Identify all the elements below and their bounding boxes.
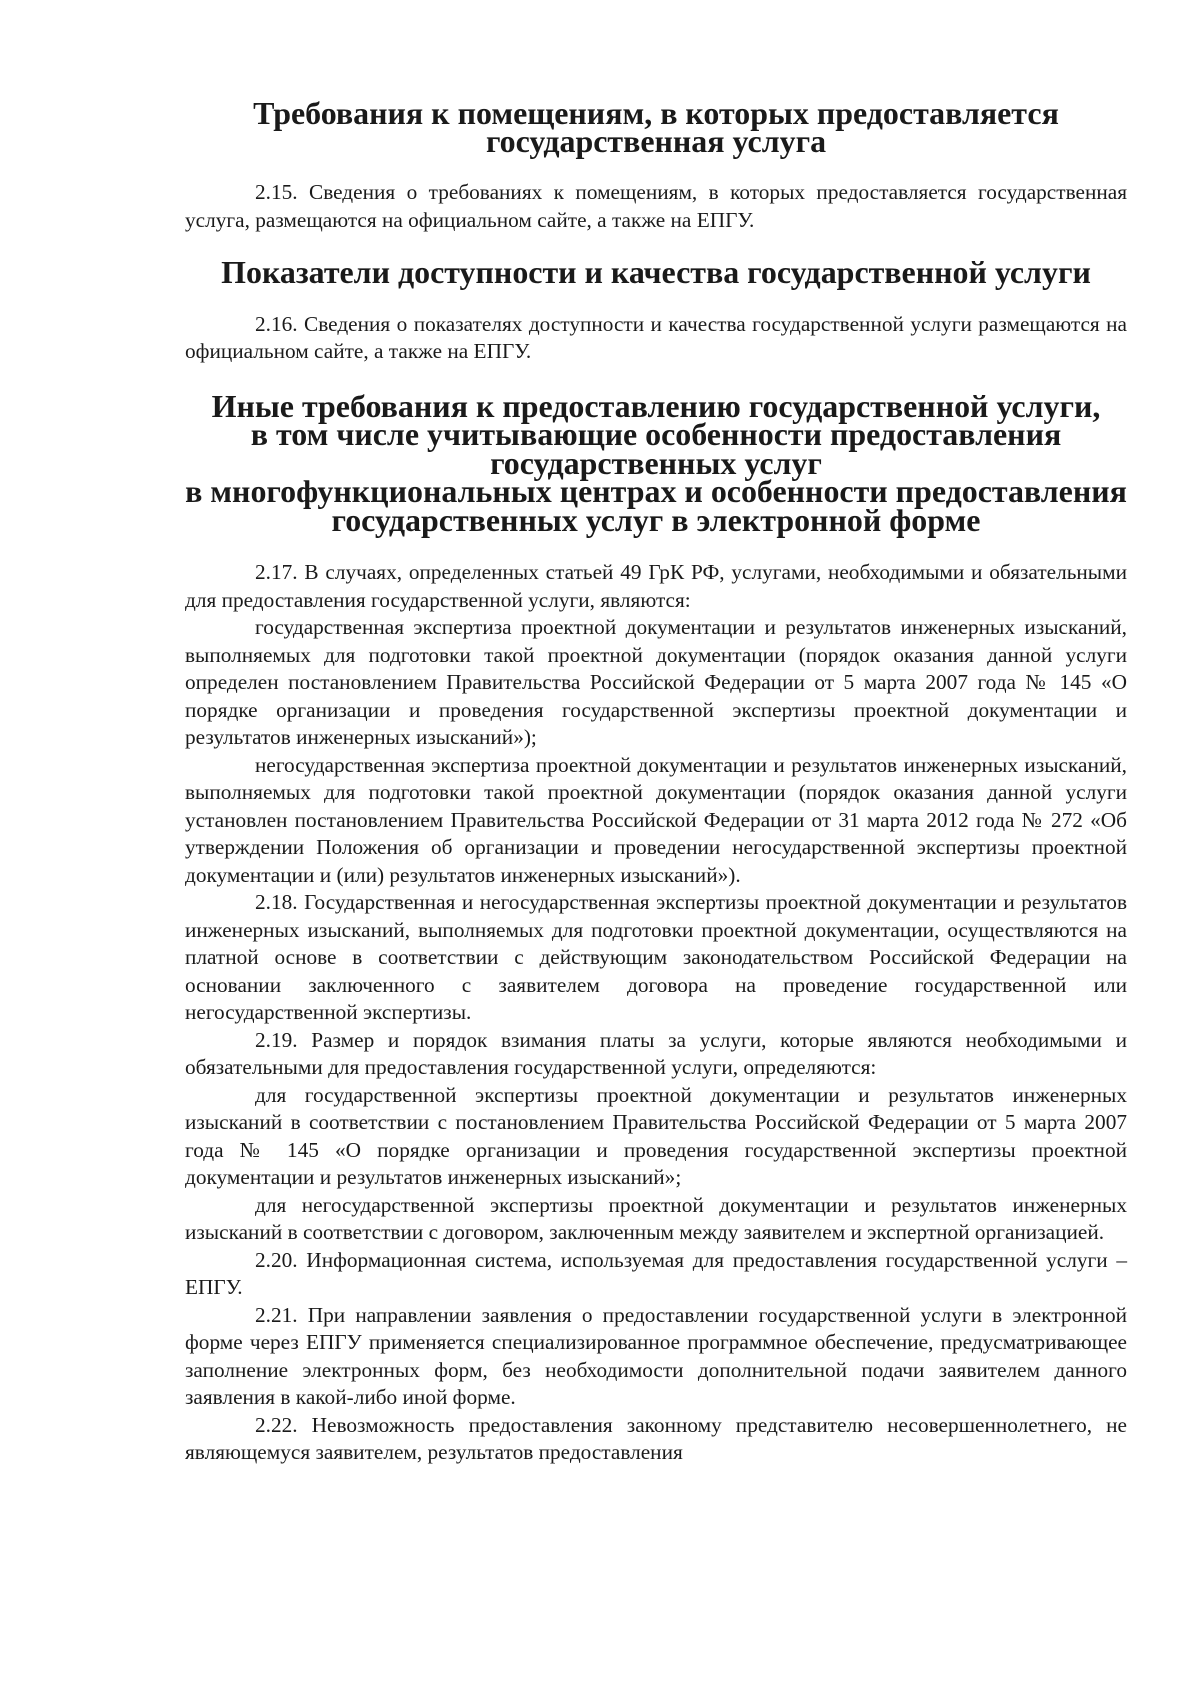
heading-other-line-3: в многофункциональных центрах и особенности предоставления <box>185 474 1127 509</box>
paragraph-2-15: 2.15. Сведения о требованиях к помещениям, в которых предоставляется государственная услуга, размещаются на официальном сайте, а также на ЕПГУ. <box>185 180 1127 232</box>
paragraph-2-20: 2.20. Информационная система, используемая для предоставления государственной услуги – ЕПГУ. <box>185 1247 1127 1299</box>
paragraph-2-22: 2.22. Невозможность предоставления законному представителю несовершеннолетнего, не являющемуся заявителем, результатов предоставления <box>185 1412 1127 1464</box>
heading-other-line-2: в том числе учитывающие особенности предоставления государственных услуг <box>250 417 1062 481</box>
paragraph-2-19-state-expertise: для государственной экспертизы проектной документации и результатов инженерных изысканий в соответствии с постановлением Правительства Российской Федерации от 5 марта 2007 года № 145 «О порядке организации и проведения государственной экспертизы проектной документации и результатов инженерных изысканий»; <box>185 1082 1127 1189</box>
heading-other-requirements <box>185 388 1127 538</box>
heading-other-line-4: государственных услуг в электронной форме <box>331 502 981 538</box>
heading-other-line-1: Иные требования к предоставлению государственной услуги, <box>211 388 1101 424</box>
heading-premises-requirements: Требования к помещениям, в которых предоставляется государственная услуга <box>253 96 1059 159</box>
paragraph-2-21: 2.21. При направлении заявления о предоставлении государственной услуги в электронной форме через ЕПГУ применяется специализированное программное обеспечение, предусматривающее заполнение электронных форм, без необходимости дополнительной подачи заявителем данного заявления в какой-либо иной форме. <box>185 1302 1127 1409</box>
paragraph-2-16: 2.16. Сведения о показателях доступности и качества государственной услуги размещаются на официальном сайте, а также на ЕПГУ. <box>185 311 1127 363</box>
paragraph-2-19-nonstate-expertise: для негосударственной экспертизы проектной документации и результатов инженерных изысканий в соответствии с договором, заключенным между заявителем и экспертной организацией. <box>185 1192 1127 1244</box>
paragraph-2-19: 2.19. Размер и порядок взимания платы за услуги, которые являются необходимыми и обязательными для предоставления государственной услуги, определяются: <box>185 1027 1127 1079</box>
paragraph-2-18: 2.18. Государственная и негосударственная экспертизы проектной документации и результатов инженерных изысканий, выполняемых для подготовки проектной документации, осуществляются на платной основе в соответствии с действующим законодательством Российской Федерации на основании заключенного с заявителем договора на проведение государственной или негосударственной экспертизы. <box>185 890 1127 1024</box>
paragraph-2-17-state-expertise: государственная экспертиза проектной документации и результатов инженерных изысканий, выполняемых для подготовки такой проектной документации (порядок оказания данной услуги определен постановлением Правительства Российской Федерации от 5 марта 2007 года № 145 «О порядке организации и проведения государственной экспертизы проектной документации и результатов инженерных изысканий»); <box>185 615 1127 749</box>
heading-accessibility-indicators: Показатели доступности и качества государственной услуги <box>221 255 1091 290</box>
document-page <box>185 96 1127 1467</box>
paragraph-2-17-nonstate-expertise: негосударственная экспертиза проектной документации и результатов инженерных изысканий, выполняемых для подготовки такой проектной документации (порядок оказания данной услуги установлен постановлением Правительства Российской Федерации от 31 марта 2012 года № 272 «Об утверждении Положения об организации и проведении негосударственной экспертизы проектной документации и (или) результатов инженерных изысканий»). <box>185 752 1127 887</box>
paragraph-2-17: 2.17. В случаях, определенных статьей 49 ГрК РФ, услугами, необходимыми и обязательными для предоставления государственной услуги, являются: <box>185 560 1127 612</box>
